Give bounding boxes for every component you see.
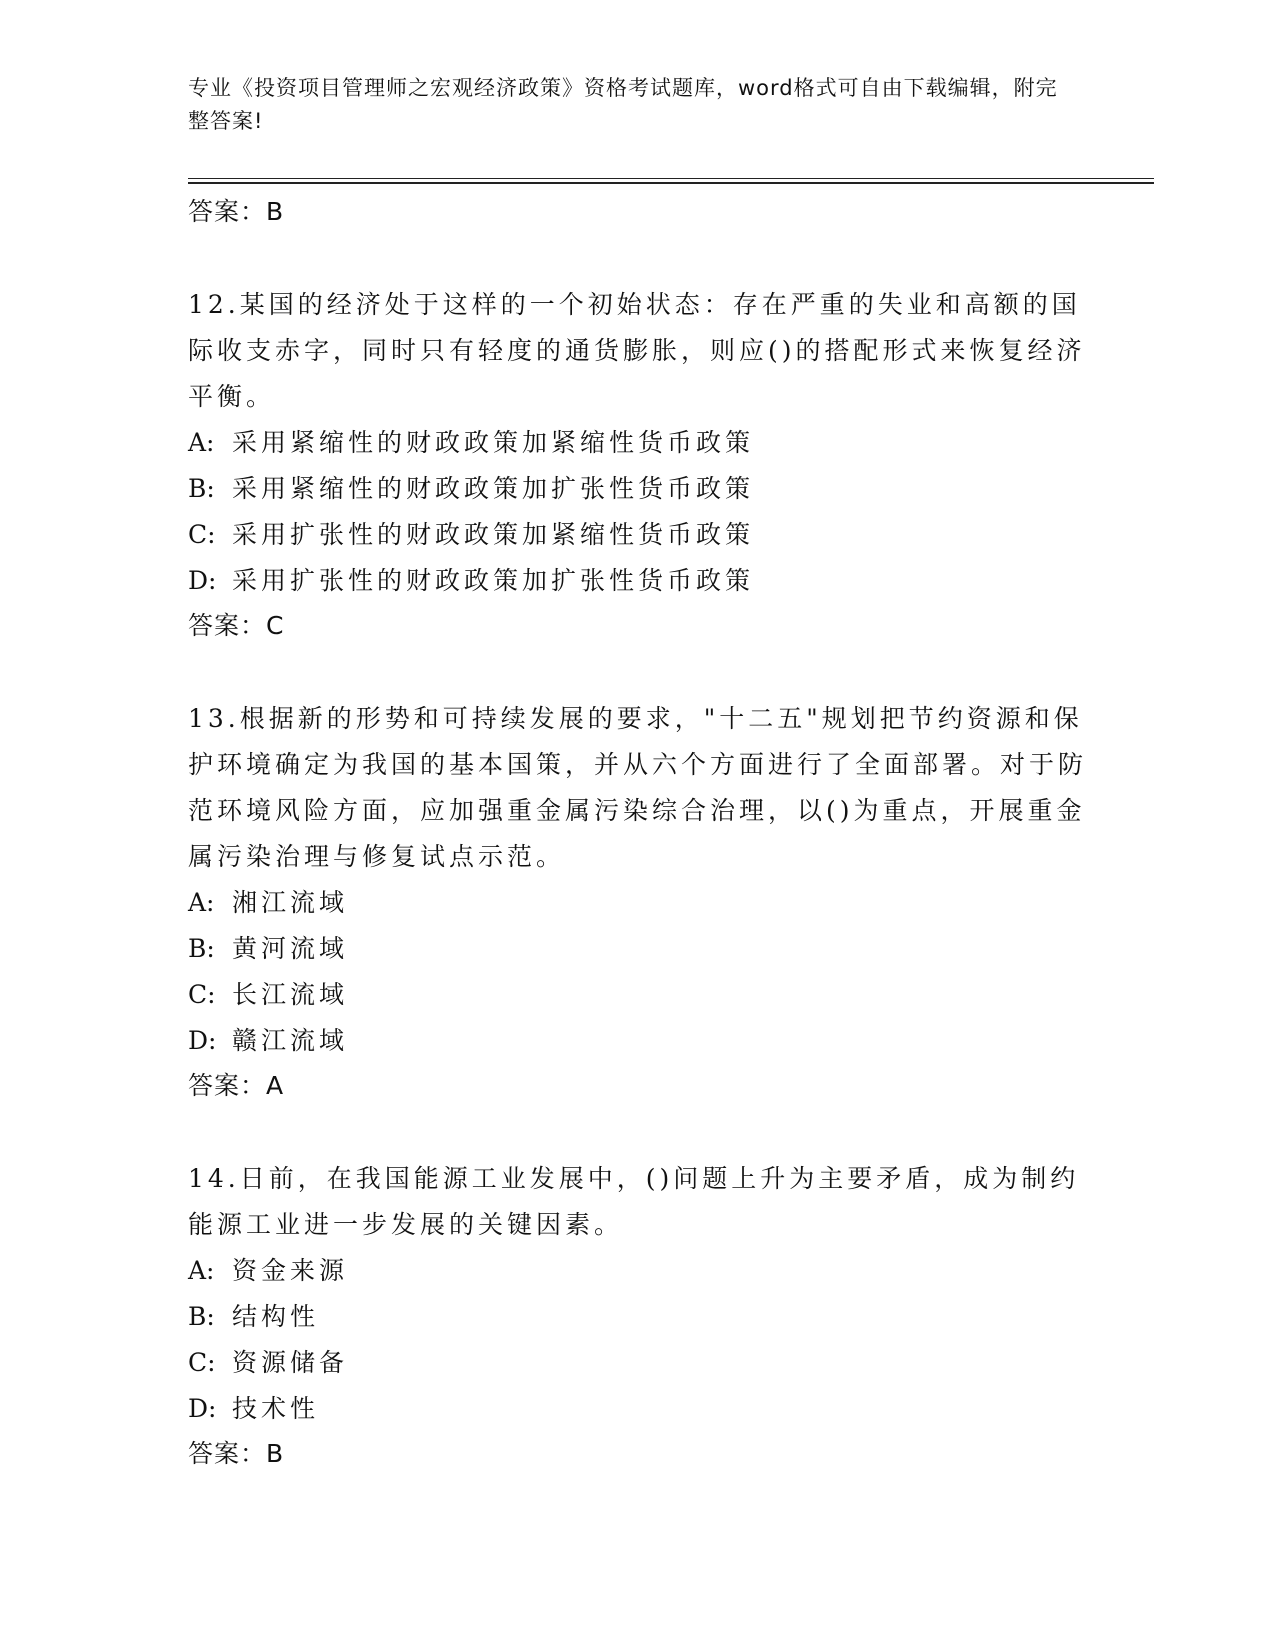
option-text: 黄河流域 [232,934,349,963]
option-text: 采用扩张性的财政政策加扩张性货币政策 [232,566,755,595]
spacer [188,234,1088,282]
option-text: 技术性 [232,1394,320,1423]
spacer [188,1108,1088,1156]
question-answer: 答案：B [188,1439,285,1468]
option-letter: D: [188,566,217,595]
question-text: 12.某国的经济处于这样的一个初始状态：存在严重的失业和高额的国际收支赤字，同时只有轻度的通货膨胀，则应()的搭配形式来恢复经济平衡。 [188,290,1086,411]
option-d [188,558,1088,604]
header-rule-thin [188,178,1154,179]
option-a [188,880,1088,926]
option-letter: C: [188,1348,216,1377]
option-a [188,420,1088,466]
document-content [188,190,1088,1476]
option-letter: C: [188,520,216,549]
question-14 [188,1156,1088,1476]
question-13 [188,696,1088,1108]
option-d [188,1386,1088,1432]
option-letter: D: [188,1394,217,1423]
option-letter: B: [188,1302,215,1331]
option-text: 采用扩张性的财政政策加紧缩性货币政策 [232,520,755,549]
option-text: 资源储备 [232,1348,349,1377]
option-letter: A: [188,428,215,457]
option-letter: B: [188,934,215,963]
previous-answer: 答案：B [188,197,285,226]
question-answer: 答案：A [188,1071,285,1100]
option-c [188,972,1088,1018]
option-a [188,1248,1088,1294]
option-c [188,512,1088,558]
option-b [188,466,1088,512]
question-12 [188,282,1088,648]
option-text: 赣江流域 [232,1026,349,1055]
option-letter: B: [188,474,215,503]
option-text: 长江流域 [232,980,349,1009]
question-text: 14.日前，在我国能源工业发展中，()问题上升为主要矛盾，成为制约能源工业进一步发展的关键因素。 [188,1164,1080,1239]
question-text: 13.根据新的形势和可持续发展的要求，"十二五"规划把节约资源和保护环境确定为我国的基本国策，并从六个方面进行了全面部署。对于防范环境风险方面，应加强重金属污染综合治理，以()为重点，开展重金属污染治理与修复试点示范。 [188,704,1088,871]
option-letter: A: [188,888,215,917]
option-text: 结构性 [232,1302,320,1331]
option-text: 采用紧缩性的财政政策加扩张性货币政策 [232,474,755,503]
option-letter: C: [188,980,216,1009]
header-rule-thick [188,182,1154,184]
option-d [188,1018,1088,1064]
option-b [188,1294,1088,1340]
spacer [188,648,1088,696]
option-text: 资金来源 [232,1256,349,1285]
option-letter: D: [188,1026,217,1055]
page-header: 专业《投资项目管理师之宏观经济政策》资格考试题库，word格式可自由下载编辑，附完整答案! [188,76,1058,133]
option-c [188,1340,1088,1386]
option-text: 采用紧缩性的财政政策加紧缩性货币政策 [232,428,755,457]
option-b [188,926,1088,972]
option-text: 湘江流域 [232,888,349,917]
question-answer: 答案：C [188,611,285,640]
option-letter: A: [188,1256,215,1285]
